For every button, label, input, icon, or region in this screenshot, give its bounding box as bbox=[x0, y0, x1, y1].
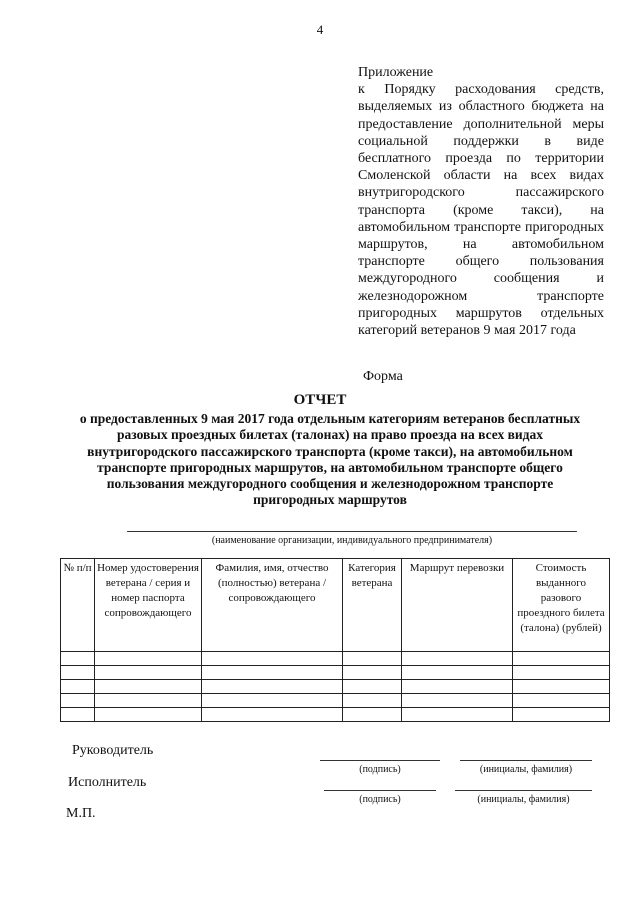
table-cell[interactable] bbox=[402, 708, 513, 722]
table-cell[interactable] bbox=[343, 680, 402, 694]
table-cell[interactable] bbox=[202, 708, 343, 722]
appendix-text: к Порядку расходования средств, выделяемых из областного бюджета на предоставление дополнительной меры социальной поддержки в виде бесплатного проезда по территории Смоленской области на всех видах внутригородского пассажирского транспорта (кроме такси), на автомобильном транспорте пригородных маршрутов, на автомобильном транспорте общего пользования междугородного сообщения и железнодорожном транспорте пригородных маршрутов отдельных категорий ветеранов 9 мая 2017 года bbox=[358, 82, 604, 339]
table-cell[interactable] bbox=[202, 694, 343, 708]
report-title: ОТЧЕТ bbox=[293, 392, 347, 408]
table-cell[interactable] bbox=[202, 680, 343, 694]
table-cell[interactable] bbox=[61, 694, 95, 708]
report-table bbox=[60, 558, 610, 722]
table-cell[interactable] bbox=[95, 694, 202, 708]
column-header-category: Категория ветерана bbox=[343, 559, 402, 652]
table-row bbox=[61, 708, 610, 722]
table-cell[interactable] bbox=[343, 666, 402, 680]
table-cell[interactable] bbox=[61, 666, 95, 680]
appendix-title: Приложение bbox=[358, 65, 434, 80]
table-cell[interactable] bbox=[513, 680, 610, 694]
head-signature-line[interactable] bbox=[320, 760, 440, 761]
table-cell[interactable] bbox=[95, 680, 202, 694]
table-header-row bbox=[61, 559, 610, 652]
organization-name-line bbox=[127, 531, 577, 532]
table-cell[interactable] bbox=[343, 708, 402, 722]
head-name-line[interactable] bbox=[460, 760, 592, 761]
column-header-full-name: Фамилия, имя, отчество (полностью) ветерана / сопровождающего bbox=[202, 559, 343, 652]
executor-signature-line[interactable] bbox=[324, 790, 436, 791]
table-cell[interactable] bbox=[202, 652, 343, 666]
page-number: 4 bbox=[316, 22, 324, 37]
form-label: Форма bbox=[363, 369, 403, 384]
executor-name-line[interactable] bbox=[455, 790, 592, 791]
head-label: Руководитель bbox=[72, 743, 154, 758]
table-cell[interactable] bbox=[61, 680, 95, 694]
table-cell[interactable] bbox=[343, 694, 402, 708]
head-name-caption: (инициалы, фамилия) bbox=[479, 764, 573, 775]
appendix-block bbox=[358, 64, 604, 339]
table-row bbox=[61, 652, 610, 666]
table-row bbox=[61, 666, 610, 680]
table-cell[interactable] bbox=[402, 666, 513, 680]
table-cell[interactable] bbox=[402, 680, 513, 694]
table-cell[interactable] bbox=[95, 708, 202, 722]
column-header-certificate: Номер удостоверения ветерана / серия и номер паспорта сопровождающего bbox=[95, 559, 202, 652]
table-row bbox=[61, 680, 610, 694]
table-cell[interactable] bbox=[61, 652, 95, 666]
executor-signature-caption: (подпись) bbox=[359, 794, 401, 805]
table-cell[interactable] bbox=[202, 666, 343, 680]
table-cell[interactable] bbox=[513, 708, 610, 722]
report-subtitle: о предоставленных 9 мая 2017 года отдельным категориям ветеранов бесплатных разовых проездных билетах (талонах) на право проезда на всех видах внутригородского пассажирского транспорта (кроме такси), на автомобильном транспорте пригородных маршрутов, на автомобильном транспорте общего пользования междугородного сообщения и железнодорожном транспорте пригородных маршрутов bbox=[79, 411, 581, 508]
head-signature-caption: (подпись) bbox=[359, 764, 401, 775]
executor-label: Исполнитель bbox=[68, 775, 147, 790]
table-cell[interactable] bbox=[513, 694, 610, 708]
column-header-cost: Стоимость выданного разового проездного билета (талона) (рублей) bbox=[513, 559, 610, 652]
executor-name-caption: (инициалы, фамилия) bbox=[477, 794, 570, 805]
stamp-label: М.П. bbox=[66, 806, 96, 821]
table-cell[interactable] bbox=[402, 694, 513, 708]
table-cell[interactable] bbox=[95, 666, 202, 680]
table-row bbox=[61, 694, 610, 708]
table-cell[interactable] bbox=[513, 652, 610, 666]
column-header-route: Маршрут перевозки bbox=[402, 559, 513, 652]
organization-caption: (наименование организации, индивидуального предпринимателя) bbox=[211, 535, 493, 546]
table-cell[interactable] bbox=[343, 652, 402, 666]
table-cell[interactable] bbox=[402, 652, 513, 666]
table-cell[interactable] bbox=[95, 652, 202, 666]
table-cell[interactable] bbox=[513, 666, 610, 680]
column-header-number: № п/п bbox=[61, 559, 95, 652]
table-cell[interactable] bbox=[61, 708, 95, 722]
